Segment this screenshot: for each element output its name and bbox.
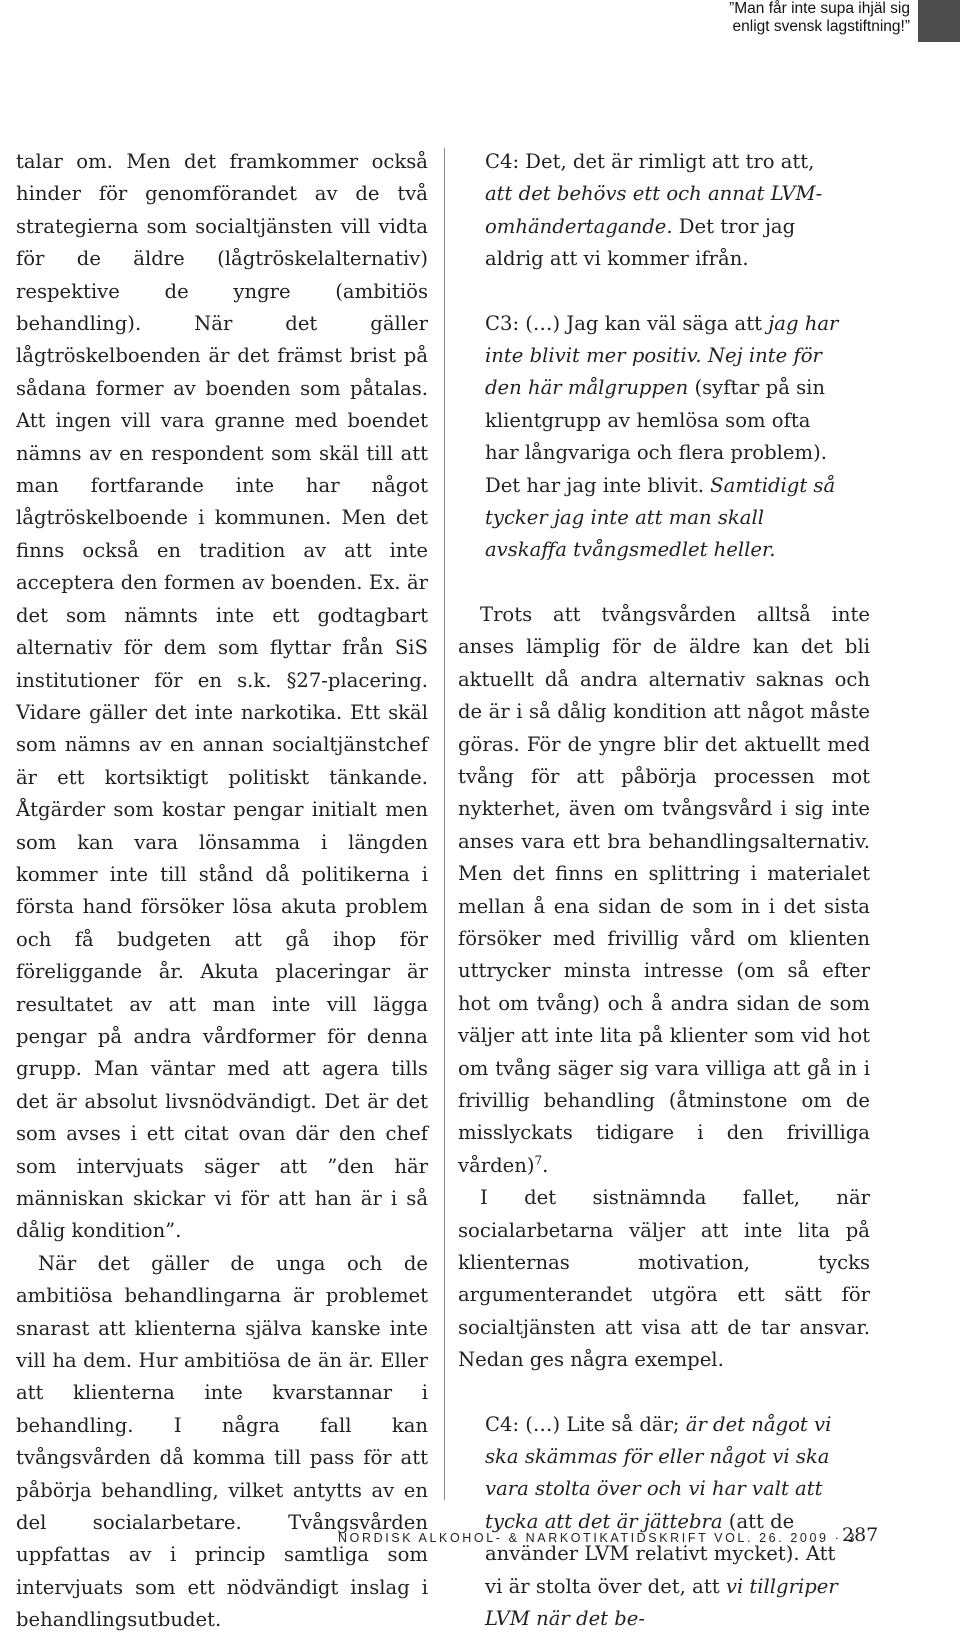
interview-quote-c3: C3: (…) Jag kan väl säga att jag har inte blivit mer positiv. Nej inte för den här målgruppen (syftar på sin klientgrupp av hemlösa som ofta har långvariga och flera problem). Det har jag inte blivit. Samtidigt så tycker jag inte att man skall avskaffa tvångsmedlet heller.: [485, 311, 839, 562]
left-paragraph-2: När det gäller de unga och de ambitiösa behandlingarna är problemet snarast att klienterna själva kanske inte vill ha dem. Hur ambitiösa de än är. Eller att klienterna inte kvarstannar i behandling. I några fall kan tvångsvården då komma till pass för att påbörja behandling, vilket antytts av en del socialarbetare. Tvångsvården uppfattas av i princip samtliga som intervjuats som ett nödvändigt inslag i behandlingsutbudet.: [16, 1251, 428, 1632]
journal-footer: NORDISK ALKOHOL- & NARKOTIKATIDSKRIFT VOL. 26. 2009 · 3: [338, 1531, 858, 1545]
left-column: [16, 146, 428, 1637]
running-head-line-1: ”Man får inte supa ihjäl sig: [729, 0, 910, 17]
running-head: [729, 0, 910, 36]
page-number: 287: [842, 1524, 879, 1546]
running-head-line-2: enligt svensk lagstiftning!”: [732, 18, 910, 35]
footnote-marker: 7: [534, 1153, 543, 1168]
right-paragraph-1: Trots att tvångsvården alltså inte anses lämplig för de äldre kan det bli aktuellt då andra alternativ saknas och de är i så dålig kondition att något måste göras. För de yngre blir det aktuellt med tvång för att påbörja processen mot nykterhet, även om tvångsvård i sig inte anses vara ett bra behandlingsalternativ. Men det finns en splittring i materialet mellan å ena sidan de som in i det sista försöker med frivillig vård om klienten uttrycker minsta intresse (om så efter hot om tvång) och å andra sidan de som väljer att inte lita på klienter som vid hot om tvång säger sig vara villiga att gå in i frivillig behandling (åtminstone om de misslyckats tidigare i den frivilliga vården)$^7$.: [458, 602, 870, 1177]
corner-tab-block: [918, 0, 960, 42]
column-divider: [444, 148, 445, 1500]
right-paragraph-2: I det sistnämnda fallet, när socialarbetarna väljer att inte lita på klienternas motivation, tycks argumenterandet utgöra ett sätt för socialtjänsten att visa att de tar ansvar. Nedan ges några exempel.: [458, 1186, 870, 1372]
left-paragraph-1: talar om. Men det framkommer också hinder för genomförandet av de två strategierna som socialtjänsten vill vidta för de äldre (lågtröskelalternativ) respektive de yngre (ambitiös behandling). När det gäller lågtröskelboenden är det främst brist på sådana former av boenden som påtalas. Att ingen vill vara granne med boendet nämns av en respondent som skäl till att man fortfarande inte har något lågtröskelboende i kommunen. Men det finns också en tradition av att inte acceptera den formen av boenden. Ex. är det som nämnts inte ett godtagbart alternativ för dem som flyttar från SiS institutioner för en s.k. §27-placering. Vidare gäller det inte narkotika. Ett skäl som nämns av en annan socialtjänstchef är ett kortsiktigt politiskt tänkande. Åtgärder som kostar pengar initialt men som kan vara lönsamma i längden kommer inte till stånd då politikerna i första hand försöker lösa akuta problem och få budgeten att gå ihop för föreliggande år. Akuta placeringar är resultatet av att man inte vill lägga pengar på andra vårdformer för denna grupp. Man väntar med att agera tills det är absolut livsnödvändigt. Det är det som avses i ett citat ovan där den chef som intervjuats säger att ”den här människan skickar vi för att han är i så dålig kondition”.: [16, 150, 428, 1243]
interview-quote-c4-first: C4: Det, det är rimligt att tro att, att det behövs ett och annat LVM-omhändertagande. Det tror jag aldrig att vi kommer ifrån.: [485, 150, 823, 271]
right-column: [458, 146, 870, 1635]
interview-quote-c4-second: C4: (…) Lite så där; är det något vi ska skämmas för eller något vi ska vara stolta över och vi har valt att tycka att det är jättebra (att de använder LVM relativt mycket). Att vi är stolta över det, att vi tillgriper LVM när det be-: [485, 1412, 838, 1631]
